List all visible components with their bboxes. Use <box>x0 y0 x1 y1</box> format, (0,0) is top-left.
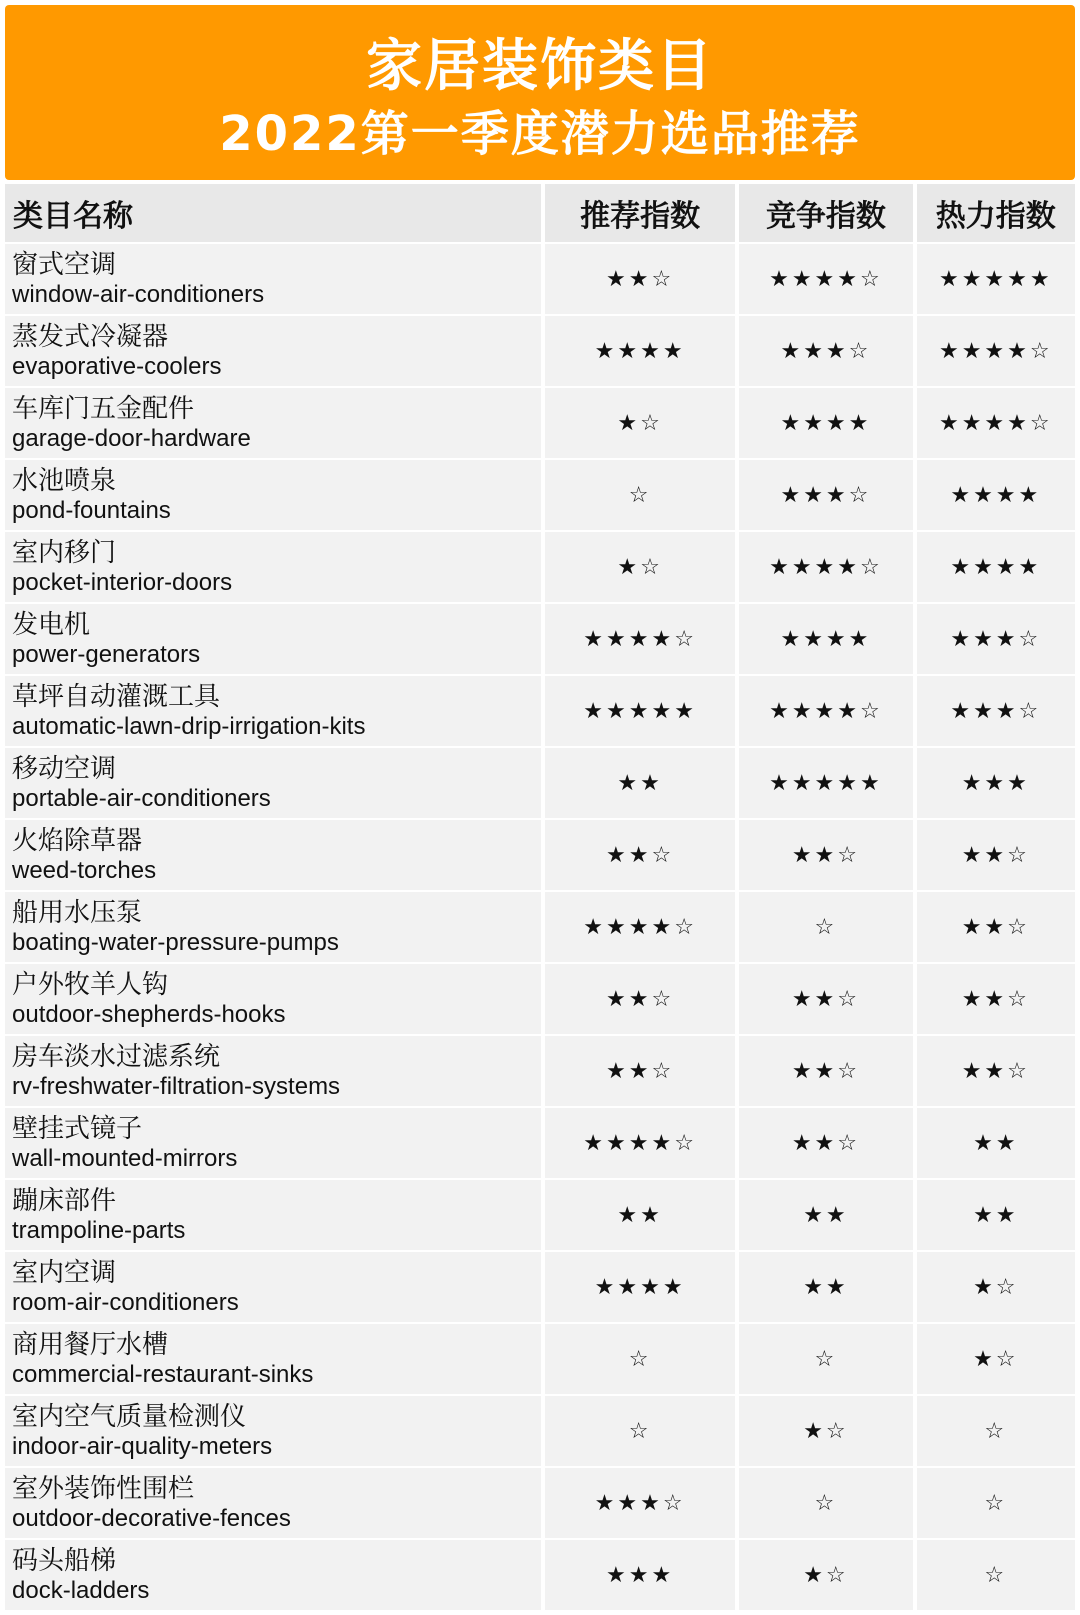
recommend-cell <box>545 460 735 530</box>
banner-subtitle: 2022第一季度潜力选品推荐 <box>219 106 861 162</box>
heat-stars: ★★☆ <box>961 986 1030 1012</box>
recommend-stars: ★☆ <box>617 554 663 580</box>
recommend-stars: ★★☆ <box>606 986 675 1012</box>
category-name-cn: 室内空气质量检测仪 <box>12 1402 247 1432</box>
header-category-name: 类目名称 <box>5 184 541 242</box>
recommend-stars: ★☆ <box>617 410 663 436</box>
heat-cell <box>917 964 1075 1034</box>
table-header-row <box>5 184 1075 242</box>
competition-cell <box>739 748 912 818</box>
category-name-en: indoor-air-quality-meters <box>12 1433 273 1460</box>
category-cell <box>5 1540 541 1610</box>
heat-cell <box>917 1252 1075 1322</box>
category-cell <box>5 532 541 602</box>
category-name-cn: 商用餐厅水槽 <box>12 1330 169 1360</box>
competition-stars: ★★☆ <box>791 1058 860 1084</box>
table-row <box>5 748 1075 818</box>
table-row <box>5 1468 1075 1538</box>
heat-stars: ★★★★ <box>950 482 1042 508</box>
category-name-en: portable-air-conditioners <box>12 785 271 812</box>
category-name-cn: 船用水压泵 <box>12 898 143 928</box>
competition-cell <box>739 1468 912 1538</box>
competition-cell <box>739 460 912 530</box>
heat-cell <box>917 820 1075 890</box>
table-row <box>5 1396 1075 1466</box>
table-row <box>5 1252 1075 1322</box>
category-cell <box>5 820 541 890</box>
competition-stars: ★★★☆ <box>780 482 872 508</box>
competition-cell <box>739 532 912 602</box>
category-name-en: window-air-conditioners <box>12 281 265 308</box>
recommend-cell <box>545 1468 735 1538</box>
category-name-en: outdoor-shepherds-hooks <box>12 1001 286 1028</box>
table-row <box>5 244 1075 314</box>
category-name-cn: 水池喷泉 <box>12 466 117 496</box>
competition-stars: ★★☆ <box>791 842 860 868</box>
heat-cell <box>917 1036 1075 1106</box>
heat-cell <box>917 748 1075 818</box>
recommend-stars: ★★ <box>617 770 663 796</box>
heat-cell <box>917 244 1075 314</box>
category-cell <box>5 1180 541 1250</box>
category-name-en: outdoor-decorative-fences <box>12 1505 291 1532</box>
category-cell <box>5 1108 541 1178</box>
recommend-cell <box>545 892 735 962</box>
category-name-cn: 蒸发式冷凝器 <box>12 322 169 352</box>
competition-cell <box>739 1396 912 1466</box>
competition-cell <box>739 892 912 962</box>
heat-stars: ★★☆ <box>961 842 1030 868</box>
recommend-stars: ☆ <box>628 1346 652 1372</box>
category-name-cn: 室外装饰性围栏 <box>12 1474 195 1504</box>
category-name-en: trampoline-parts <box>12 1217 186 1244</box>
heat-stars: ☆ <box>984 1490 1008 1516</box>
recommend-cell <box>545 1180 735 1250</box>
recommend-cell <box>545 748 735 818</box>
category-cell <box>5 604 541 674</box>
table-row <box>5 388 1075 458</box>
heat-stars: ★☆ <box>973 1274 1019 1300</box>
competition-cell <box>739 244 912 314</box>
category-name-en: weed-torches <box>12 857 157 884</box>
category-name-cn: 窗式空调 <box>12 250 117 280</box>
competition-cell <box>739 1180 912 1250</box>
competition-stars: ★★★★ <box>780 410 872 436</box>
heat-stars: ★★★☆ <box>950 698 1042 724</box>
category-name-cn: 码头船梯 <box>12 1546 117 1576</box>
category-name-en: garage-door-hardware <box>12 425 251 452</box>
heat-stars: ★★★☆ <box>950 626 1042 652</box>
heat-cell <box>917 604 1075 674</box>
category-name-en: pocket-interior-doors <box>12 569 233 596</box>
heat-stars: ★★☆ <box>961 1058 1030 1084</box>
category-cell <box>5 460 541 530</box>
category-cell <box>5 892 541 962</box>
heat-cell <box>917 388 1075 458</box>
category-name-en: room-air-conditioners <box>12 1289 239 1316</box>
competition-cell <box>739 1036 912 1106</box>
category-name-cn: 草坪自动灌溉工具 <box>12 682 221 712</box>
table-body <box>5 244 1075 1610</box>
competition-cell <box>739 820 912 890</box>
recommend-stars: ★★★★ <box>594 1274 686 1300</box>
category-cell <box>5 748 541 818</box>
header-competition-index: 竞争指数 <box>739 184 912 242</box>
table-row <box>5 1108 1075 1178</box>
recommend-cell <box>545 1396 735 1466</box>
header-heat-index: 热力指数 <box>917 184 1075 242</box>
recommend-stars: ☆ <box>628 1418 652 1444</box>
competition-cell <box>739 316 912 386</box>
category-cell <box>5 1324 541 1394</box>
heat-cell <box>917 676 1075 746</box>
banner-title: 家居装饰类目 <box>366 34 714 99</box>
header-recommend-index: 推荐指数 <box>545 184 735 242</box>
category-cell <box>5 1036 541 1106</box>
heat-cell <box>917 1180 1075 1250</box>
heat-stars: ★★☆ <box>961 914 1030 940</box>
recommend-cell <box>545 388 735 458</box>
heat-stars: ☆ <box>984 1418 1008 1444</box>
category-cell <box>5 1396 541 1466</box>
recommend-stars: ★★★★★ <box>583 698 697 724</box>
category-name-cn: 车库门五金配件 <box>12 394 195 424</box>
recommend-cell <box>545 676 735 746</box>
recommend-stars: ★★★★☆ <box>583 1130 697 1156</box>
category-name-cn: 移动空调 <box>12 754 117 784</box>
heat-cell <box>917 316 1075 386</box>
heat-cell <box>917 1540 1075 1610</box>
heat-stars: ☆ <box>984 1562 1008 1588</box>
category-name-cn: 户外牧羊人钩 <box>12 970 169 1000</box>
competition-cell <box>739 1324 912 1394</box>
competition-stars: ☆ <box>814 1490 838 1516</box>
category-cell <box>5 388 541 458</box>
heat-stars: ★★★ <box>961 770 1030 796</box>
competition-stars: ★★ <box>803 1274 849 1300</box>
competition-stars: ★★★☆ <box>780 338 872 364</box>
recommend-stars: ★★★ <box>606 1562 675 1588</box>
recommend-cell <box>545 244 735 314</box>
table-row <box>5 1540 1075 1610</box>
category-cell <box>5 244 541 314</box>
recommend-stars: ★★☆ <box>606 1058 675 1084</box>
recommend-stars: ★★★☆ <box>594 1490 686 1516</box>
heat-cell <box>917 1108 1075 1178</box>
category-cell <box>5 676 541 746</box>
category-name-en: pond-fountains <box>12 497 171 524</box>
category-name-cn: 室内空调 <box>12 1258 117 1288</box>
category-name-en: commercial-restaurant-sinks <box>12 1361 314 1388</box>
category-name-en: wall-mounted-mirrors <box>12 1145 238 1172</box>
table-row <box>5 460 1075 530</box>
recommend-stars: ★★☆ <box>606 842 675 868</box>
recommend-stars: ★★ <box>617 1202 663 1228</box>
table-row <box>5 1036 1075 1106</box>
category-name-en: rv-freshwater-filtration-systems <box>12 1073 341 1100</box>
heat-stars: ★★★★☆ <box>938 338 1053 364</box>
category-name-cn: 火焰除草器 <box>12 826 143 856</box>
recommend-stars: ★★★★☆ <box>583 914 697 940</box>
competition-stars: ☆ <box>814 1346 838 1372</box>
recommend-stars: ★★★★ <box>594 338 686 364</box>
competition-cell <box>739 964 912 1034</box>
recommend-stars: ★★★★☆ <box>583 626 697 652</box>
competition-stars: ★★★★ <box>780 626 872 652</box>
table-row <box>5 604 1075 674</box>
competition-stars: ★★ <box>803 1202 849 1228</box>
heat-cell <box>917 1396 1075 1466</box>
heat-cell <box>917 532 1075 602</box>
recommend-cell <box>545 820 735 890</box>
table-row <box>5 1324 1075 1394</box>
heat-stars: ★★ <box>973 1130 1019 1156</box>
category-name-cn: 室内移门 <box>12 538 117 568</box>
competition-stars: ★★★★☆ <box>769 698 883 724</box>
competition-stars: ☆ <box>814 914 838 940</box>
competition-stars: ★☆ <box>803 1418 849 1444</box>
competition-stars: ★★☆ <box>791 986 860 1012</box>
table-row <box>5 820 1075 890</box>
category-cell <box>5 964 541 1034</box>
category-name-en: automatic-lawn-drip-irrigation-kits <box>12 713 366 740</box>
recommend-stars: ★★☆ <box>606 266 675 292</box>
heat-cell <box>917 892 1075 962</box>
category-cell <box>5 316 541 386</box>
heat-stars: ★★★★★ <box>938 266 1053 292</box>
table-row <box>5 964 1075 1034</box>
recommend-cell <box>545 532 735 602</box>
competition-stars: ★★☆ <box>791 1130 860 1156</box>
heat-stars: ★★ <box>973 1202 1019 1228</box>
recommend-cell <box>545 316 735 386</box>
competition-cell <box>739 1108 912 1178</box>
category-cell <box>5 1252 541 1322</box>
heat-cell <box>917 460 1075 530</box>
category-cell <box>5 1468 541 1538</box>
heat-stars: ★★★★☆ <box>938 410 1053 436</box>
title-banner <box>5 5 1075 180</box>
table-row <box>5 532 1075 602</box>
recommend-stars: ☆ <box>628 482 652 508</box>
table-row <box>5 676 1075 746</box>
recommend-cell <box>545 1540 735 1610</box>
category-name-en: power-generators <box>12 641 201 668</box>
recommend-cell <box>545 604 735 674</box>
category-name-en: dock-ladders <box>12 1577 150 1604</box>
competition-stars: ★☆ <box>803 1562 849 1588</box>
category-name-en: evaporative-coolers <box>12 353 222 380</box>
category-name-en: boating-water-pressure-pumps <box>12 929 339 956</box>
competition-cell <box>739 388 912 458</box>
table-row <box>5 316 1075 386</box>
recommend-cell <box>545 1108 735 1178</box>
competition-cell <box>739 604 912 674</box>
recommend-cell <box>545 964 735 1034</box>
category-name-cn: 壁挂式镜子 <box>12 1114 143 1144</box>
competition-stars: ★★★★★ <box>769 770 883 796</box>
table-row <box>5 1180 1075 1250</box>
heat-cell <box>917 1468 1075 1538</box>
recommendation-table <box>5 184 1075 1612</box>
competition-cell <box>739 1540 912 1610</box>
heat-stars: ★☆ <box>973 1346 1019 1372</box>
heat-cell <box>917 1324 1075 1394</box>
recommend-cell <box>545 1324 735 1394</box>
category-name-cn: 蹦床部件 <box>12 1186 117 1216</box>
table-row <box>5 892 1075 962</box>
competition-stars: ★★★★☆ <box>769 266 883 292</box>
category-name-cn: 房车淡水过滤系统 <box>12 1042 221 1072</box>
recommend-cell <box>545 1036 735 1106</box>
competition-cell <box>739 676 912 746</box>
competition-stars: ★★★★☆ <box>769 554 883 580</box>
heat-stars: ★★★★ <box>950 554 1042 580</box>
competition-cell <box>739 1252 912 1322</box>
category-name-cn: 发电机 <box>12 610 91 640</box>
recommend-cell <box>545 1252 735 1322</box>
